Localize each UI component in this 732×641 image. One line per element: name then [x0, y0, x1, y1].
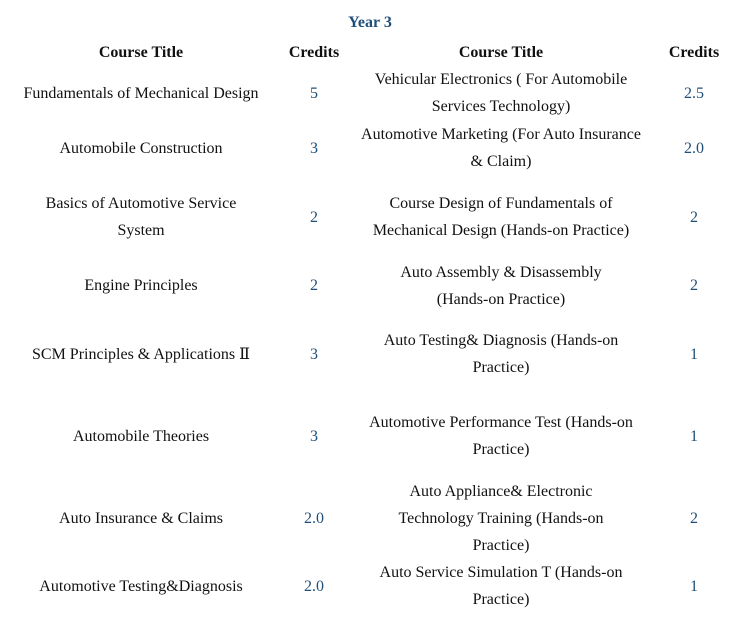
left-credits-cell: 3	[310, 345, 318, 363]
right-course-cell: Auto Appliance& Electronic Technology Training (Hands-on Practice)	[398, 482, 604, 554]
left-course-cell: Basics of Automotive Service System	[45, 195, 237, 239]
left-credits-cell: 2	[310, 277, 318, 294]
credits-header-right: Credits	[668, 43, 720, 61]
left-course-cell: Fundamentals of Mechanical Design	[23, 84, 259, 102]
table-row	[0, 559, 732, 613]
table-row	[0, 176, 732, 258]
table-row	[0, 395, 732, 477]
left-credits-cell: 2.0	[304, 577, 324, 595]
table-row	[0, 258, 732, 313]
left-credits-cell: 3	[310, 139, 318, 157]
table-row	[0, 120, 732, 176]
left-credits-cell: 3	[310, 427, 318, 445]
right-credits-cell: 2.5	[684, 84, 704, 102]
right-course-cell: Auto Assembly & Disassembly (Hands-on Practice)	[400, 263, 602, 308]
left-course-cell: Automobile Construction	[59, 139, 223, 157]
right-course-cell: Auto Service Simulation T (Hands-on Practice)	[379, 564, 623, 608]
course-table	[0, 38, 732, 613]
year-heading: Year 3	[348, 14, 392, 31]
right-course-cell: Automotive Performance Test (Hands-on Practice)	[369, 414, 633, 458]
right-credits-cell: 2	[690, 208, 698, 226]
right-credits-cell: 2	[690, 277, 698, 294]
right-course-cell: Automotive Marketing (For Auto Insurance & Claim)	[361, 126, 641, 170]
left-credits-cell: 2	[310, 208, 318, 226]
right-credits-cell: 1	[690, 345, 698, 363]
left-course-cell: Auto Insurance & Claims	[59, 509, 223, 527]
left-credits-cell: 5	[310, 84, 318, 102]
left-course-cell: Automotive Testing&Diagnosis	[39, 577, 243, 595]
table-row	[0, 313, 732, 395]
left-course-cell: Automobile Theories	[72, 427, 210, 445]
table-row	[0, 477, 732, 559]
credits-header-left: Credits	[288, 43, 340, 61]
left-credits-cell: 2.0	[304, 509, 324, 527]
left-course-cell: Engine Principles	[84, 277, 198, 294]
table-row	[0, 66, 732, 120]
right-course-cell: Auto Testing& Diagnosis (Hands-on Practice)	[383, 332, 619, 376]
right-credits-cell: 2.0	[684, 139, 704, 157]
right-course-cell: Course Design of Fundamentals of Mechanical Design (Hands-on Practice)	[372, 195, 630, 239]
right-credits-cell: 1	[690, 427, 698, 445]
right-credits-cell: 1	[690, 577, 698, 595]
course-title-header-right: Course Title	[458, 43, 544, 61]
course-title-header-left: Course Title	[98, 43, 184, 61]
left-course-cell: SCM Principles & Applications Ⅱ	[32, 345, 250, 363]
right-course-cell: Vehicular Electronics ( For Automobile Services Technology)	[374, 71, 628, 115]
right-credits-cell: 2	[690, 509, 698, 527]
header-row	[0, 38, 732, 66]
